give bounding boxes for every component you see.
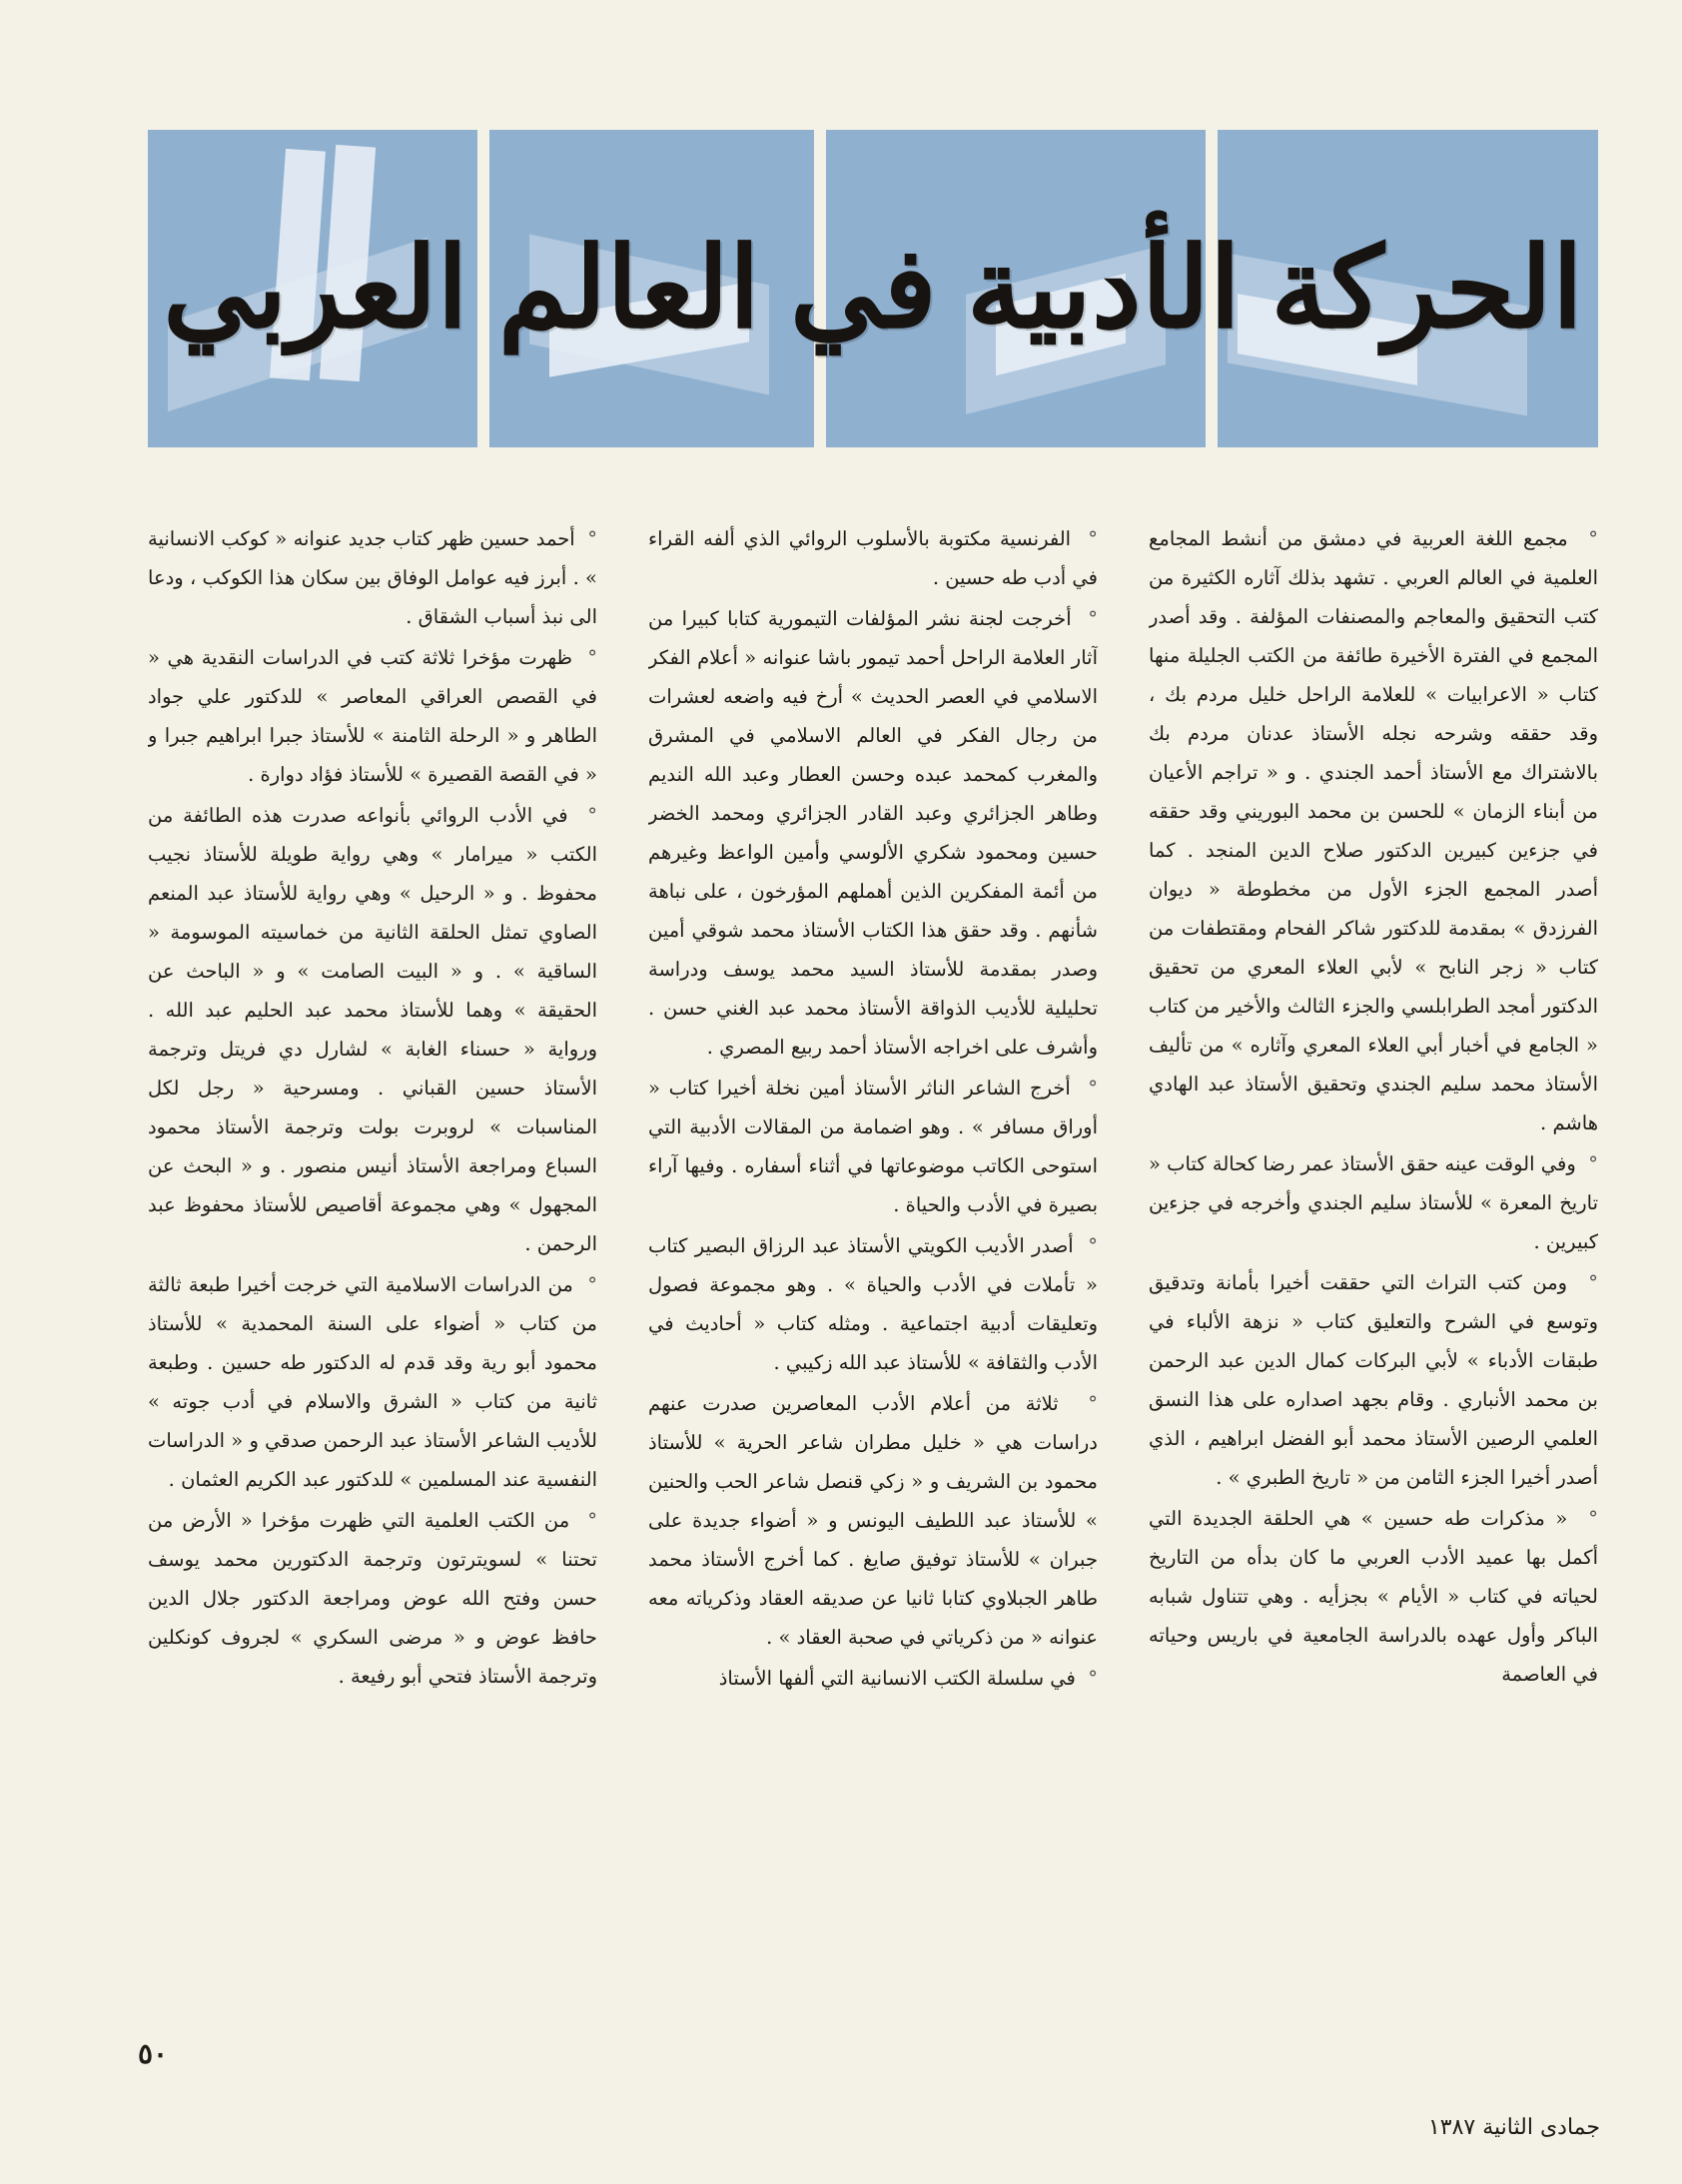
page-number: ٥٠ <box>138 2037 169 2070</box>
paragraph: ° « مذكرات طه حسين » هي الحلقة الجديدة التي أكمل بها عميد الأدب العربي ما كان بدأه من التاريخ لحياته في كتاب « الأيام » بجزأيه . وهي تتناول شبابه الباكر وأول عهده بالدراسة الجامعية في باريس وحياته في العاصمة <box>1149 1499 1598 1694</box>
title-word: الأدبية <box>966 223 1242 354</box>
title-word: الحركة <box>1270 223 1583 354</box>
title-word: العالم <box>497 223 760 354</box>
title-banner <box>148 130 1598 447</box>
paragraph: ° الفرنسية مكتوبة بالأسلوب الروائي الذي ألفه القراء في أدب طه حسين . <box>648 519 1098 597</box>
paragraph: ° أصدر الأديب الكويتي الأستاذ عبد الرزاق البصير كتاب « تأملات في الأدب والحياة » . وهو مجموعة فصول وتعليقات أدبية اجتماعية . ومثله كتاب « أحاديث في الأدب والثقافة » للأستاذ عبد الله زكيبي . <box>648 1226 1098 1382</box>
paragraph: ° أحمد حسين ظهر كتاب جديد عنوانه « كوكب الانسانية » . أبرز فيه عوامل الوفاق بين سكان هذا الكوكب ، ودعا الى نبذ أسباب الشقاق . <box>148 519 597 636</box>
paragraph: ° من الكتب العلمية التي ظهرت مؤخرا « الأرض من تحتنا » لسويترتون وترجمة الدكتورين محمد يوسف حسن وفتح الله عوض ومراجعة الدكتور جلال الدين حافظ عوض و « مرضى السكري » لجروف كونكلين وترجمة الأستاذ فتحي أبو رفيعة . <box>148 1501 597 1696</box>
banner-tile <box>148 130 477 447</box>
paragraph: ° وفي الوقت عينه حقق الأستاذ عمر رضا كحالة كتاب « تاريخ المعرة » للأستاذ سليم الجندي وأخرجه في جزءين كبيرين . <box>1149 1144 1598 1261</box>
banner-tile <box>1218 130 1598 447</box>
banner-tile <box>826 130 1206 447</box>
paragraph: ° من الدراسات الاسلامية التي خرجت أخيرا طبعة ثالثة من كتاب « أضواء على السنة المحمدية » للأستاذ محمود أبو رية وقد قدم له الدكتور طه حسين . وطبعة ثانية من كتاب « الشرق والاسلام في أدب جوته » للأديب الشاعر الأستاذ عبد الرحمن صدقي و « الدراسات النفسية عند المسلمين » للدكتور عبد الكريم العثمان . <box>148 1265 597 1499</box>
issue-date: جمادى الثانية ١٣٨٧ <box>1427 2115 1600 2140</box>
article-columns <box>148 519 1598 2017</box>
paragraph: ° ظهرت مؤخرا ثلاثة كتب في الدراسات النقدية هي « في القصص العراقي المعاصر » للدكتور علي جواد الطاهر و « الرحلة الثامنة » للأستاذ جبرا ابراهيم جبرا و « في القصة القصيرة » للأستاذ فؤاد دوارة . <box>148 638 597 794</box>
column-right <box>1149 519 1598 2017</box>
paragraph: ° مجمع اللغة العربية في دمشق من أنشط المجامع العلمية في العالم العربي . تشهد بذلك آثاره الكثيرة من كتب التحقيق والمعاجم والمصنفات المؤلفة . وقد أصدر المجمع في الفترة الأخيرة طائفة من الكتب الجليلة منها كتاب « الاعرابيات » للعلامة الراحل خليل مردم بك ، وقد حققه وشرحه نجله الأستاذ عدنان مردم بك بالاشتراك مع الأستاذ أحمد الجندي . و « تراجم الأعيان من أبناء الزمان » للحسن بن محمد البوريني وقد حققه في جزءين كبيرين الدكتور صلاح الدين المنجد . كما أصدر المجمع الجزء الأول من مخطوطة « ديوان الفرزدق » بمقدمة للدكتور شاكر الفحام ومقتطفات من كتاب « زجر النابح » لأبي العلاء المعري من تحقيق الدكتور أمجد الطرابلسي والجزء الثالث والأخير من كتاب « الجامع في أخبار أبي العلاء المعري وآثاره » من تأليف الأستاذ محمد سليم الجندي وتحقيق الأستاذ عبد الهادي هاشم . <box>1149 519 1598 1142</box>
column-middle <box>648 519 1098 2017</box>
paragraph: ° في الأدب الروائي بأنواعه صدرت هذه الطائفة من الكتب « ميرامار » وهي رواية طويلة للأستاذ نجيب محفوظ . و « الرحيل » وهي رواية للأستاذ عبد المنعم الصاوي تمثل الحلقة الثانية من خماسيته الموسومة « الساقية » . و « البيت الصامت » و « الباحث عن الحقيقة » وهما للأستاذ محمد عبد الحليم عبد الله . ورواية « حسناء الغابة » لشارل دي فريتل وترجمة الأستاذ حسين القباني . ومسرحية « رجل لكل المناسبات » لروبرت بولت وترجمة الأستاذ محمود السباع ومراجعة الأستاذ أنيس منصور . و « البحث عن المجهول » وهي مجموعة أقاصيص للأستاذ محفوظ عبد الرحمن . <box>148 796 597 1263</box>
title-word: العربي <box>163 223 468 354</box>
paragraph: ° أخرج الشاعر الناثر الأستاذ أمين نخلة أخيرا كتاب « أوراق مسافر » . وهو اضمامة من المقالات الأدبية التي استوحى الكاتب موضوعاتها في أثناء أسفاره . وفيها آراء بصيرة في الأدب والحياة . <box>648 1069 1098 1224</box>
column-left <box>148 519 597 2017</box>
paragraph: ° ومن كتب التراث التي حققت أخيرا بأمانة وتدقيق وتوسع في الشرح والتعليق كتاب « نزهة الألباء في طبقات الأدباء » لأبي البركات كمال الدين عبد الرحمن بن محمد الأنباري . وقام بجهد اصداره على هذا النسق العلمي الرصين الأستاذ محمد أبو الفضل ابراهيم ، الذي أصدر أخيرا الجزء الثامن من « تاريخ الطبري » . <box>1149 1263 1598 1497</box>
paragraph: ° في سلسلة الكتب الانسانية التي ألفها الأستاذ <box>648 1659 1098 1698</box>
banner-tile <box>489 130 814 447</box>
paragraph: ° ثلاثة من أعلام الأدب المعاصرين صدرت عنهم دراسات هي « خليل مطران شاعر الحرية » للأستاذ محمود بن الشريف و « زكي قنصل شاعر الحب والحنين » للأستاذ عبد اللطيف اليونس و « أضواء جديدة على جبران » للأستاذ توفيق صايغ . كما أخرج الأستاذ محمد طاهر الجبلاوي كتابا ثانيا عن صديقه العقاد وذكرياته معه عنوانه « من ذكرياتي في صحبة العقاد » . <box>648 1384 1098 1657</box>
paragraph: ° أخرجت لجنة نشر المؤلفات التيمورية كتابا كبيرا من آثار العلامة الراحل أحمد تيمور باشا عنوانه « أعلام الفكر الاسلامي في العصر الحديث » أرخ فيه واضعه لعشرات من رجال الفكر في العالم الاسلامي في المشرق والمغرب كمحمد عبده وحسن العطار وعبد الله النديم وطاهر الجزائري وعبد القادر الجزائري ومحمد الخضر حسين ومحمود شكري الألوسي وأمين الواعظ وغيرهم من أئمة المفكرين الذين أهملهم المؤرخون ، على نباهة شأنهم . وقد حقق هذا الكتاب الأستاذ محمد شوقي أمين وصدر بمقدمة للأستاذ السيد محمد يوسف ودراسة تحليلية للأديب الذواقة الأستاذ محمد عبد الغني حسن . وأشرف على اخراجه الأستاذ أحمد ربيع المصري . <box>648 599 1098 1067</box>
title-word: في <box>789 223 937 354</box>
